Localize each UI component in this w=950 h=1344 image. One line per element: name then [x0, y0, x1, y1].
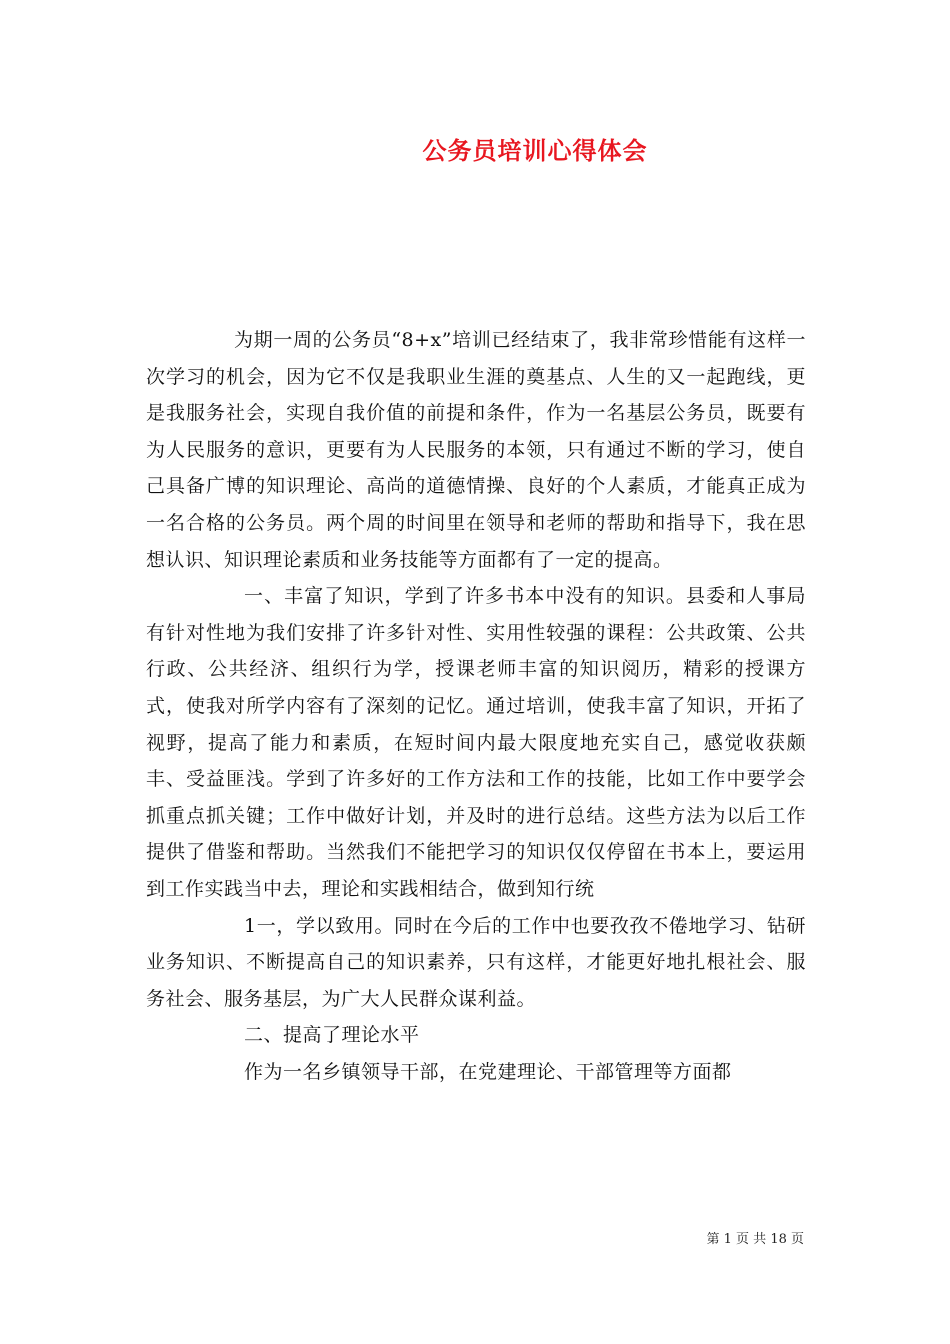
document-body [146, 322, 806, 1090]
paragraph-section-two: 作为一名乡镇领导干部，在党建理论、干部管理等方面都 [244, 1060, 732, 1083]
paragraph-section-one: 一、丰富了知识，学到了许多书本中没有的知识。县委和人事局有针对性地为我们安排了许多针对性、实用性较强的课程：公共政策、公共行政、公共经济、组织行为学，授课老师丰富的知识阅历，精彩的授课方式，使我对所学内容有了深刻的记忆。通过培训，使我丰富了知识，开拓了视野，提高了能力和素质，在短时间内最大限度地充实自己，感觉收获颇丰、受益匪浅。学到了许多好的工作方法和工作的技能，比如工作中要学会抓重点抓关键；工作中做好计划，并及时的进行总结。这些方法为以后工作提供了借鉴和帮助。当然我们不能把学习的知识仅仅停留在书本上，要运用到工作实践当中去，理论和实践相结合，做到知行统 [146, 585, 806, 900]
paragraph-intro: 为期一周的公务员“8+x”培训已经结束了，我非常珍惜能有这样一次学习的机会，因为它不仅是我职业生涯的奠基点、人生的又一起跑线，更是我服务社会，实现自我价值的前提和条件，作为一名基层公务员，既要有为人民服务的意识，更要有为人民服务的本领，只有通过不断的学习，使自己具备广博的知识理论、高尚的道德情操、良好的个人素质，才能真正成为一名合格的公务员。两个周的时间里在领导和老师的帮助和指导下，我在思想认识、知识理论素质和业务技能等方面都有了一定的提高。 [146, 329, 806, 571]
paragraph-section-one-continued: 1一，学以致用。同时在今后的工作中也要孜孜不倦地学习、钻研业务知识、不断提高自己的知识素养，只有这样，才能更好地扎根社会、服务社会、服务基层，为广大人民群众谋利益。 [146, 914, 806, 1010]
page-number-footer: 第 1 页 共 18 页 [706, 1232, 804, 1247]
document-title: 公务员培训心得体会 [422, 136, 648, 165]
heading-section-two: 二、提高了理论水平 [244, 1024, 420, 1047]
